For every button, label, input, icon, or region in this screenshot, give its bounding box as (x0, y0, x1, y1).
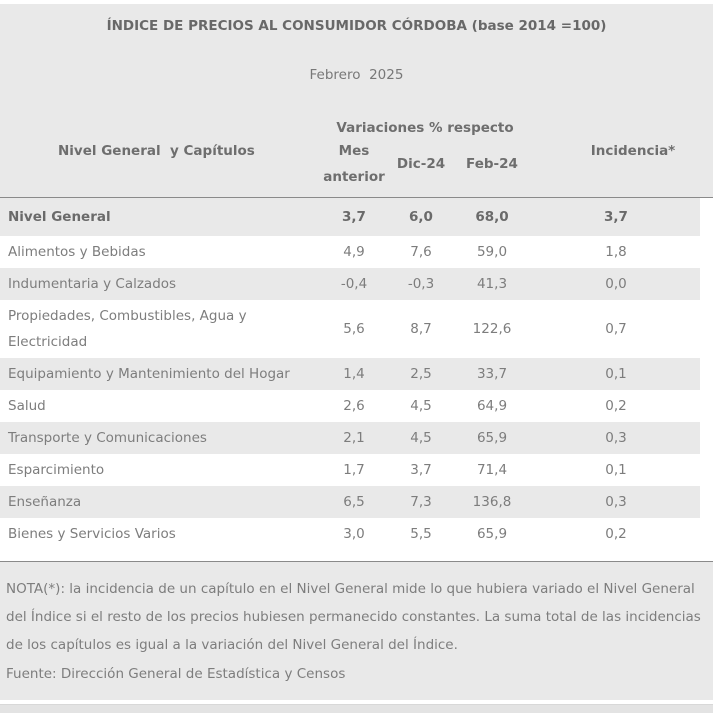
cell-dic-24: 7,6 (410, 244, 432, 260)
table-zone (0, 198, 713, 550)
cell-dic-24: 3,7 (410, 462, 432, 478)
bottom-bar (0, 704, 713, 713)
cell-mes-anterior: 1,4 (318, 358, 390, 390)
cell-incidencia: 0,3 (532, 486, 700, 518)
row-label: Enseñanza (0, 486, 318, 518)
table-row (0, 300, 700, 358)
row-label: Equipamiento y Mantenimiento del Hogar (0, 358, 318, 390)
column-group-variaciones: Variaciones % respecto (336, 120, 514, 136)
row-label: Salud (8, 398, 46, 414)
column-header-mes-anterior: Mes anterior (323, 143, 385, 185)
cell-feb-24: 122,6 (472, 321, 512, 337)
column-header-capitulos: Nivel General y Capítulos (58, 143, 255, 159)
cell-feb-24: 41,3 (452, 268, 532, 300)
column-header-dic-24: Dic-24 (396, 156, 446, 172)
cell-incidencia: 3,7 (532, 198, 700, 236)
footer-notes (0, 562, 713, 700)
report-period: Febrero 2025 (309, 67, 404, 83)
table-row (0, 268, 700, 300)
cell-incidencia: 0,0 (532, 268, 700, 300)
cell-dic-24: 4,5 (390, 422, 452, 454)
table-row (0, 454, 700, 486)
source-line: Fuente: Dirección General de Estadística y Censos (6, 666, 346, 682)
table-column-headers (0, 119, 700, 197)
cell-incidencia: 0,1 (605, 462, 627, 478)
table-row (0, 486, 700, 518)
row-label: Nivel General (0, 198, 318, 236)
cell-mes-anterior: 4,9 (343, 244, 365, 260)
cell-mes-anterior: 1,7 (343, 462, 365, 478)
cell-feb-24: 65,9 (476, 526, 508, 542)
cell-feb-24: 71,4 (476, 462, 508, 478)
cell-mes-anterior: 2,1 (318, 422, 390, 454)
row-label: Esparcimiento (8, 462, 105, 478)
cell-mes-anterior: 3,0 (343, 526, 365, 542)
cell-feb-24: 136,8 (452, 486, 532, 518)
cell-dic-24: 5,5 (410, 526, 432, 542)
cell-mes-anterior: -0,4 (318, 268, 390, 300)
cell-incidencia: 0,3 (532, 422, 700, 454)
cell-incidencia: 1,8 (605, 244, 627, 260)
row-label: Transporte y Comunicaciones (0, 422, 318, 454)
ipc-table (0, 198, 700, 550)
cell-incidencia: 0,2 (605, 526, 627, 542)
table-row (0, 198, 700, 236)
cell-feb-24: 65,9 (452, 422, 532, 454)
report-header (0, 4, 713, 197)
cell-feb-24: 33,7 (452, 358, 532, 390)
cell-feb-24: 64,9 (476, 398, 508, 414)
table-row (0, 358, 700, 390)
cell-dic-24: 6,0 (390, 198, 452, 236)
cell-incidencia: 0,1 (532, 358, 700, 390)
table-row (0, 390, 700, 422)
cell-mes-anterior: 3,7 (318, 198, 390, 236)
row-label: Alimentos y Bebidas (8, 244, 146, 260)
cell-feb-24: 59,0 (476, 244, 508, 260)
cell-mes-anterior: 5,6 (343, 321, 365, 337)
cell-dic-24: 2,5 (390, 358, 452, 390)
cell-dic-24: 7,3 (390, 486, 452, 518)
cell-dic-24: 4,5 (410, 398, 432, 414)
row-label: Bienes y Servicios Varios (8, 526, 176, 542)
row-label: Indumentaria y Calzados (0, 268, 318, 300)
row-label: Propiedades, Combustibles, Agua y Electricidad (8, 308, 247, 350)
cell-mes-anterior: 2,6 (343, 398, 365, 414)
table-row (0, 236, 700, 268)
cell-dic-24: 8,7 (410, 321, 432, 337)
table-row (0, 422, 700, 454)
cell-dic-24: -0,3 (390, 268, 452, 300)
cell-mes-anterior: 6,5 (318, 486, 390, 518)
cell-feb-24: 68,0 (452, 198, 532, 236)
cell-incidencia: 0,7 (605, 321, 627, 337)
page-title: ÍNDICE DE PRECIOS AL CONSUMIDOR CÓRDOBA (base 2014 =100) (106, 18, 607, 34)
column-header-incidencia: Incidencia* (590, 143, 676, 159)
incidence-note: NOTA(*): la incidencia de un capítulo en el Nivel General mide lo que hubiera variado el Nivel General del Índice si el resto de los precios hubiesen permanecido constantes. La suma total de las incidencias de los capítulos es igual a la variación del Nivel General del Índice. (6, 581, 701, 653)
cell-incidencia: 0,2 (605, 398, 627, 414)
column-header-feb-24: Feb-24 (466, 156, 518, 172)
table-row (0, 518, 700, 550)
